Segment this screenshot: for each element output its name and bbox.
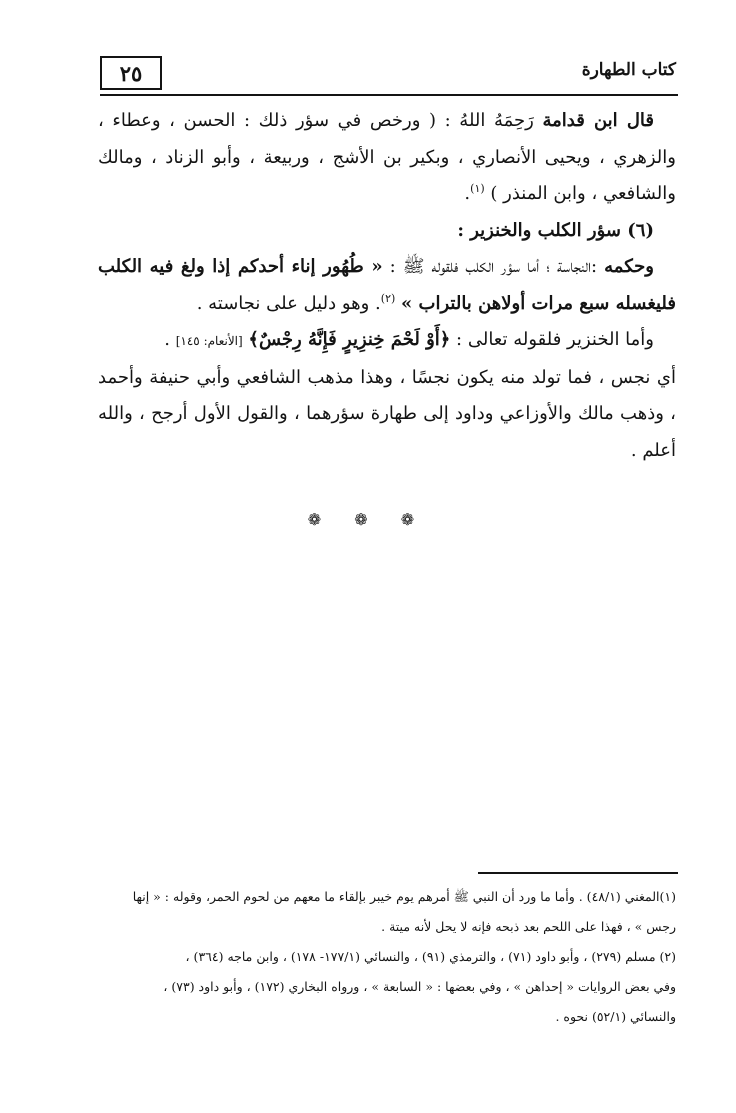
paragraph-text: : ( ورخص في سؤر ذلك : الحسن ، وعطاء ، والزهري ، ويحيى الأنصاري ، وبكير بن الأشج ، وربيعة ، وأبو الزناد ، ومالك والشافعي ، وابن المنذر ) [98, 110, 676, 204]
paragraph-conclusion: أي نجس ، فما تولد منه يكون نجسًا ، وهذا مذهب الشافعي وأبي حنيفة وأحمد ، وذهب مالك والأوزاعي وداود إلى طهارة سؤرهما ، والقول الأول أرجح ، والله أعلم . [98, 366, 676, 461]
paragraph-end: . [464, 183, 471, 204]
footnote-1-line: (١)المغني (٤٨/١) . وأما ما ورد أن النبي ﷺ أمرهم يوم خيبر بإلقاء ما معهم من لحوم الحمر، وقوله : « إنها [132, 889, 676, 904]
paragraph-ibn-qudama [98, 103, 676, 213]
footnote-ref-2: (٢) [380, 291, 396, 305]
running-title: كتاب الطهارة [581, 60, 676, 80]
footnote-2-line: (٢) مسلم (٢٧٩) ، وأبو داود (٧١) ، والترمذي (٩١) ، والنسائي (١٧٧/١- ١٧٨) ، وابن ماجه (٣٦٤) ، [185, 949, 676, 964]
paragraph-end: . [164, 329, 170, 350]
page-number: ٢٥ [119, 60, 143, 86]
verse-citation: [الأنعام: ١٤٥] [175, 334, 243, 348]
footnote-1-line: رجس » ، فهذا على اللحم بعد ذبحه فإنه لا يحل لأنه ميتة . [381, 919, 676, 934]
ornament-divider: ❁ ❁ ❁ [307, 510, 429, 529]
paragraph-text: :النجاسة ؛ أما سؤر الكلب فلقوله ﷺ : [389, 256, 598, 277]
footnote-2-line: والنسائي (٥٢/١) نحوه . [555, 1009, 676, 1024]
quran-verse: ﴿أَوْ لَحْمَ خِنزِيرٍ فَإِنَّهُ رِجْسٌ﴾ [248, 329, 451, 350]
honorific: رَحِمَهُ اللهُ [459, 110, 534, 131]
main-text [98, 103, 676, 469]
section-heading: (٦) سؤر الكلب والخنزير : [457, 219, 654, 241]
header-rule [100, 94, 678, 96]
paragraph-pig [98, 322, 676, 360]
paragraph-text: وأما الخنزير فلقوله تعالى : [456, 329, 654, 350]
footnotes [98, 882, 676, 1032]
footnote-ref-1: (١) [470, 182, 485, 195]
hadith-quote: « طُهُور إناء أحدكم إذا ولغ فيه الكلب فليغسله سبع مرات أولاهن بالتراب » [98, 256, 676, 314]
quote-lead: قال ابن قدامة [542, 110, 654, 131]
paragraph-ruling [98, 249, 676, 322]
ruling-lead: وحكمه [604, 256, 654, 277]
footnote-rule [478, 872, 678, 874]
footnote-2-line: وفي بعض الروايات « إحداهن » ، وفي بعضها : « السابعة » ، ورواه البخاري (١٧٢) ، وأبو داود (٧٣) ، [163, 979, 676, 994]
paragraph-end: . وهو دليل على نجاسته . [196, 292, 381, 314]
page-number-box [100, 56, 162, 90]
